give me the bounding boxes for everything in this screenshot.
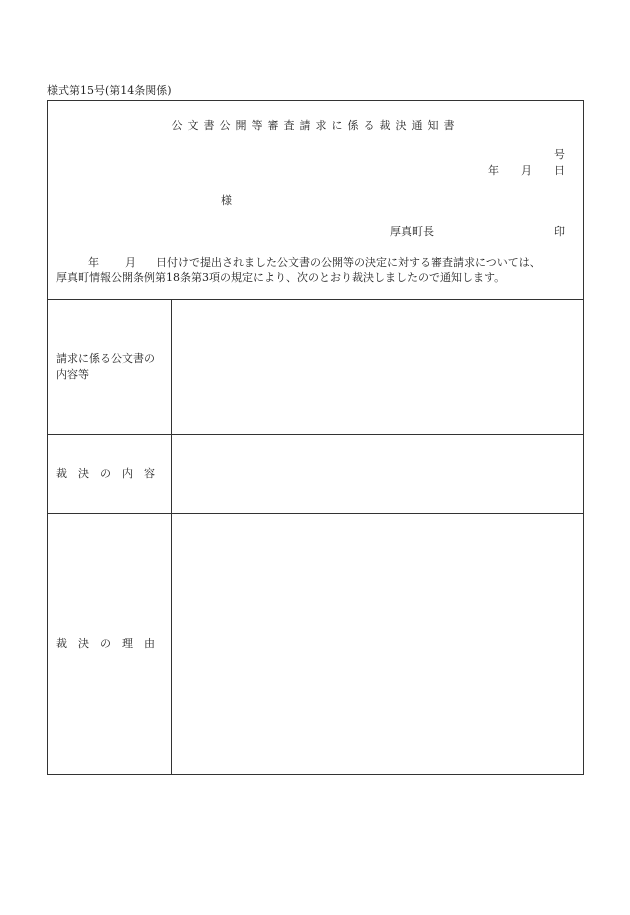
requested-document-field[interactable] [172, 299, 583, 434]
notice-header [48, 101, 583, 300]
addressee-suffix: 様 [221, 194, 232, 207]
row-label-cell [48, 299, 172, 434]
issuer-name: 厚真町長 [390, 225, 434, 238]
date-day-label: 日 [554, 164, 565, 177]
date-year-label: 年 [488, 164, 499, 177]
row-decision-content [48, 435, 583, 514]
row-decision-reason [48, 514, 583, 774]
row-requested-document [48, 299, 583, 435]
row-label-cell [48, 435, 172, 513]
body-line-1 [56, 255, 581, 270]
document-title: 公文書公開等審査請求に係る裁決通知書 [171, 119, 460, 132]
body-month-label: 月 [125, 256, 136, 269]
decision-reason-field[interactable] [172, 514, 583, 774]
row-label-requested-document-line-1: 請求に係る公文書の [56, 352, 155, 365]
seal-mark: 印 [554, 225, 565, 238]
document-number: 号 [554, 148, 565, 161]
row-label-requested-document-line-2: 内容等 [56, 368, 89, 381]
row-label-cell [48, 514, 172, 774]
row-label-decision-reason: 裁決の理由 [56, 637, 166, 650]
body-line-2: 厚真町情報公開条例第18条第3項の規定により、次のとおり裁決しましたので通知します。 [56, 271, 506, 284]
decision-content-field[interactable] [172, 435, 583, 513]
date-month-label: 月 [521, 164, 532, 177]
notice-body [56, 255, 581, 285]
body-line-1-text: 日付けで提出されました公文書の公開等の決定に対する審査請求については、 [156, 256, 541, 269]
issue-date [488, 164, 565, 178]
body-year-label: 年 [88, 256, 99, 269]
row-label-decision-content: 裁決の内容 [56, 467, 166, 480]
notice-form [47, 100, 584, 775]
form-number-label: 様式第15号(第14条関係) [47, 84, 172, 97]
